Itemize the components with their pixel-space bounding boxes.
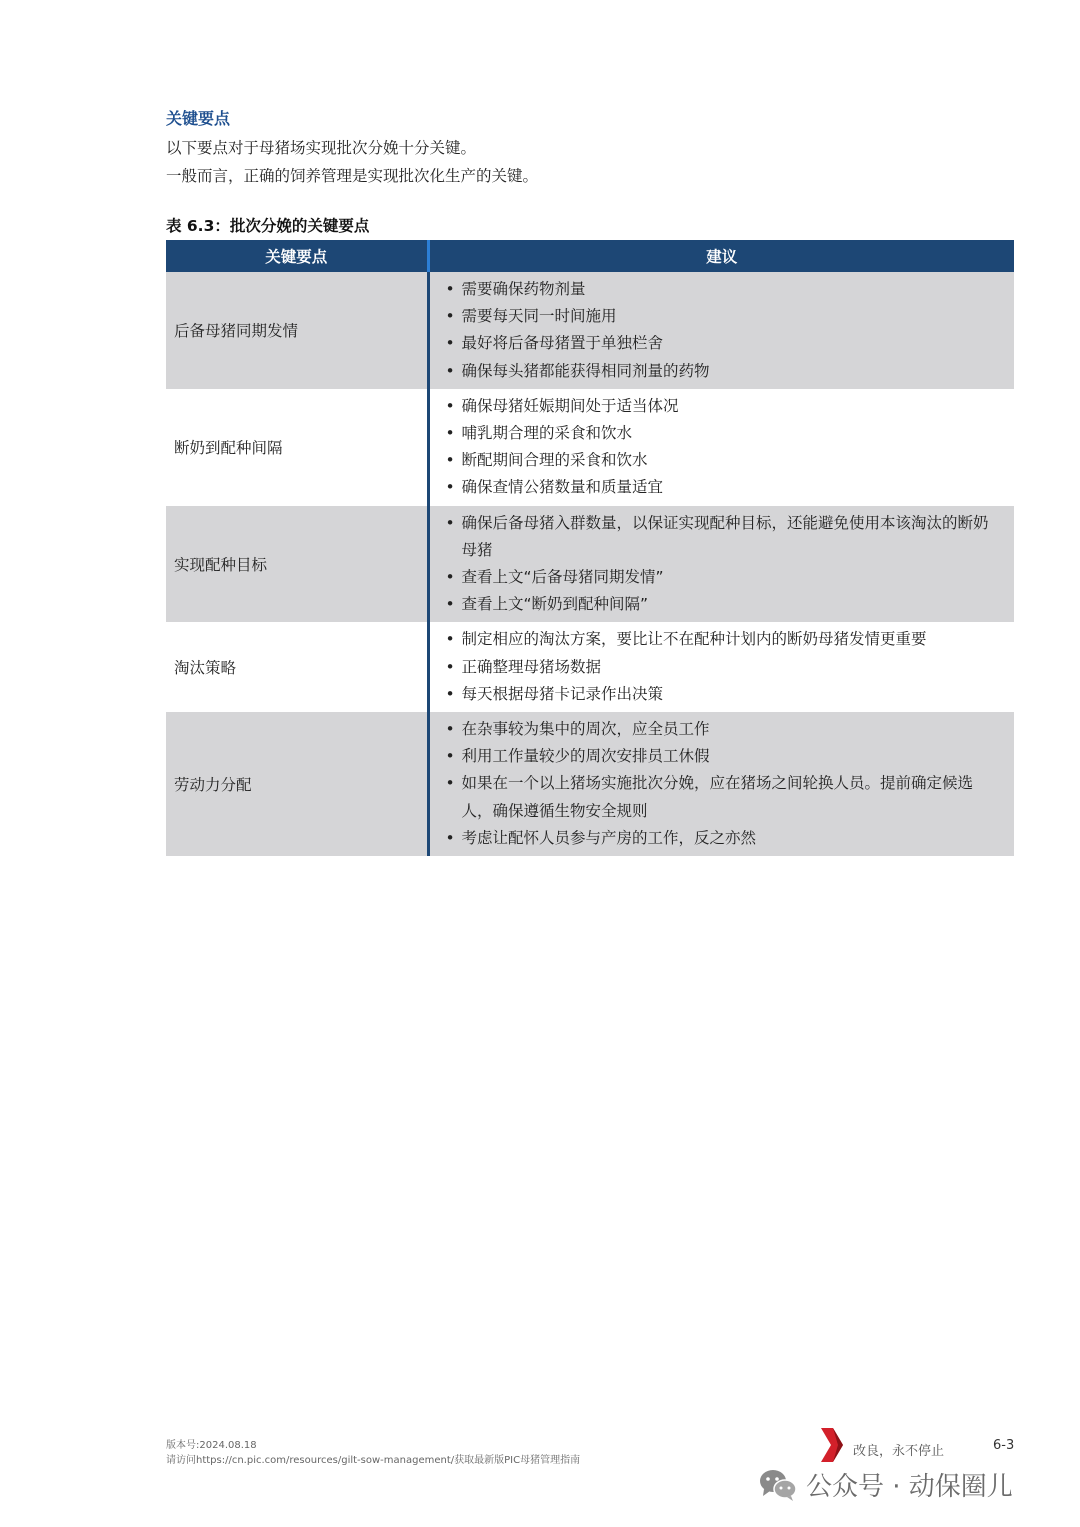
footer-slogan: 改良，永不停止 (853, 1444, 945, 1459)
list-item: • 确保每头猪都能获得相同剂量的药物 (446, 358, 1001, 385)
list-item: • 利用工作量较少的周次安排员工休假 (446, 743, 1001, 770)
table-row (166, 622, 1014, 712)
list-item: • 断配期间合理的采食和饮水 (446, 447, 1001, 474)
pic-chevron-icon (819, 1428, 845, 1462)
intro-line: 以下要点对于母猪场实现批次分娩十分关键。 (166, 139, 477, 157)
row-key: 淘汰策略 (166, 622, 428, 712)
list-item: • 确保母猪妊娠期间处于适当体况 (446, 393, 1001, 420)
list-item: • 查看上文“断奶到配种间隔” (446, 591, 1001, 618)
table-row (166, 506, 1014, 623)
footer-visit-link[interactable]: 请访问https://cn.pic.com/resources/gilt-sow-management/获取最新版PIC母猪管理指南 (166, 1455, 581, 1466)
table-row (166, 712, 1014, 856)
table-row (166, 272, 1014, 389)
page-number: 6-3 (993, 1438, 1015, 1453)
intro-text (166, 134, 538, 190)
row-suggestions (428, 272, 1014, 389)
table-header-row (166, 240, 1014, 272)
watermark-text: 公众号 · 动保圈儿 (806, 1472, 1013, 1502)
list-item: • 在杂事较为集中的周次，应全员工作 (446, 716, 1001, 743)
list-item: • 查看上文“后备母猪同期发情” (446, 564, 1001, 591)
list-item: • 需要确保药物剂量 (446, 276, 1001, 303)
list-item: • 需要每天同一时间施用 (446, 303, 1001, 330)
row-key: 实现配种目标 (166, 506, 428, 623)
table-row (166, 389, 1014, 506)
row-suggestions (428, 622, 1014, 712)
section-title: 关键要点 (166, 109, 231, 128)
row-key: 断奶到配种间隔 (166, 389, 428, 506)
list-item: • 确保查情公猪数量和质量适宜 (446, 474, 1001, 501)
key-points-table (166, 240, 1014, 856)
list-item: • 制定相应的淘汰方案，要比让不在配种计划内的断奶母猪发情更重要 (446, 626, 1001, 653)
wechat-icon (758, 1468, 798, 1502)
list-item: • 考虑让配怀人员参与产房的工作，反之亦然 (446, 825, 1001, 852)
intro-line: 一般而言，正确的饲养管理是实现批次化生产的关键。 (166, 167, 539, 185)
list-item: • 确保后备母猪入群数量，以保证实现配种目标，还能避免使用本该淘汰的断奶母猪 (446, 510, 1001, 564)
row-suggestions (428, 389, 1014, 506)
footer-version: 版本号:2024.08.18 (166, 1440, 257, 1451)
list-item: • 每天根据母猪卡记录作出决策 (446, 681, 1001, 708)
row-suggestions (428, 506, 1014, 623)
list-item: • 最好将后备母猪置于单独栏舍 (446, 330, 1001, 357)
list-item: • 正确整理母猪场数据 (446, 654, 1001, 681)
row-suggestions (428, 712, 1014, 856)
row-key: 后备母猪同期发情 (166, 272, 428, 389)
list-item: • 哺乳期合理的采食和饮水 (446, 420, 1001, 447)
table-caption: 表 6.3：批次分娩的关键要点 (166, 217, 370, 235)
list-item: • 如果在一个以上猪场实施批次分娩，应在猪场之间轮换人员。提前确定候选人，确保遵循生物安全规则 (446, 770, 1001, 824)
header-key-points: 关键要点 (166, 240, 428, 272)
row-key: 劳动力分配 (166, 712, 428, 856)
header-suggestions: 建议 (428, 240, 1014, 272)
